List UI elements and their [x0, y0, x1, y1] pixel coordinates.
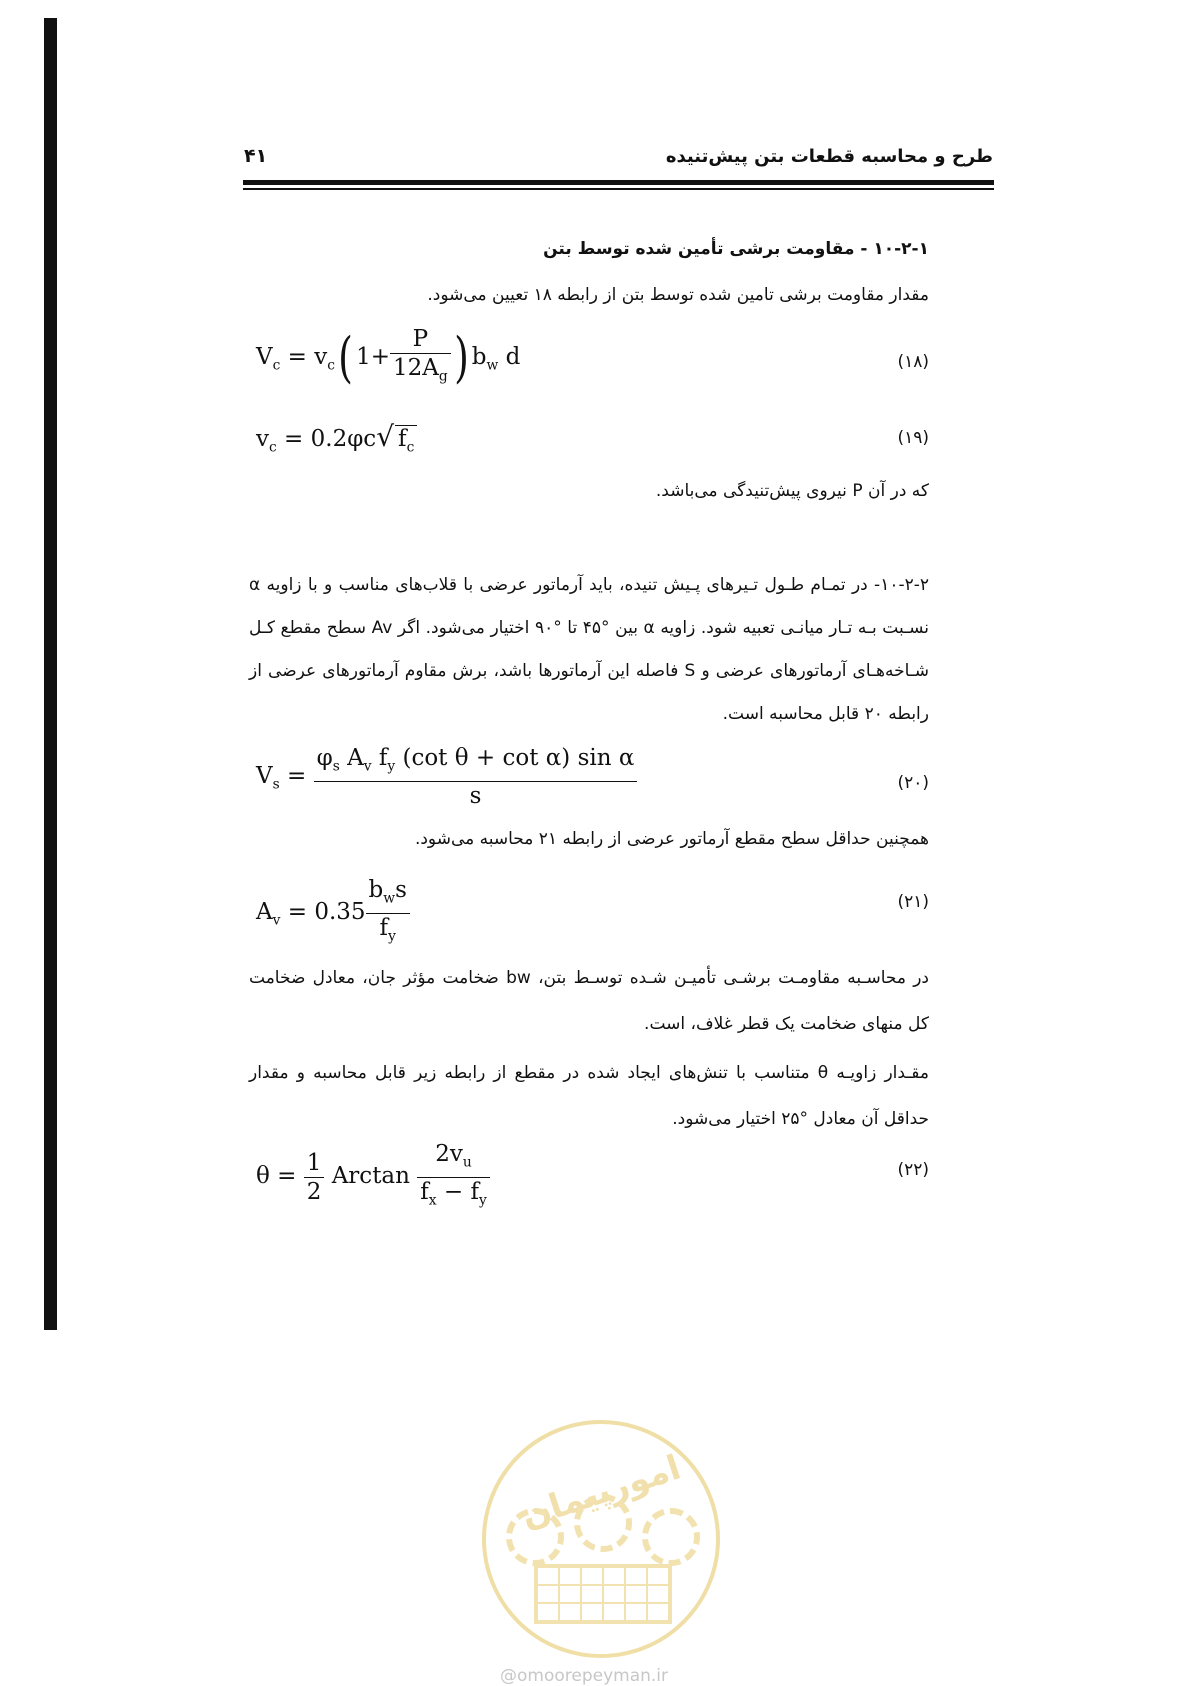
watermark-logo-text: امورپیمان — [516, 1447, 686, 1537]
theta-paragraph: مقـدار زاویـه θ متناسب با تنش‌های ایجاد شده در مقطع از رابطه زیر قابل محاسبه و مقدار حداقل آن معادل °۲۵ اختیار می‌شود. — [249, 1063, 930, 1129]
watermark-grid — [534, 1564, 672, 1624]
equation-21-number: (۲۱) — [897, 892, 929, 912]
equation-20-number: (۲۰) — [897, 773, 929, 793]
equation-21: $A_v = 0.35$ $\frac{b_ws}{f_y}$ — [256, 876, 410, 950]
equation-18: $V_c = v_c$( 1+ $\frac{P}{12A_g}$ ) $b_w$ d — [256, 326, 521, 390]
header-rule — [243, 180, 994, 185]
equation-19: $v_c = 0.2\varphi c√$ $f_c$ — [256, 420, 417, 456]
running-title: طرح و محاسبه قطعات بتن پیش‌تنیده — [665, 146, 993, 167]
gear-icon — [642, 1508, 700, 1566]
equation-22-number: (۲۲) — [897, 1160, 929, 1180]
after-eq20-paragraph: همچنین حداقل سطح مقطع آرماتور عرضی از رابطه ۲۱ محاسبه می‌شود. — [414, 829, 929, 849]
equation-20: $V_s$ = $\frac{\varphi_s A_v f_y (\cot \theta + \cot \alpha) \sin \alpha}{s}$ — [256, 744, 637, 810]
gear-icon — [506, 1508, 564, 1566]
prestress-note: که در آن P نیروی پیش‌تنیدگی می‌باشد. — [655, 481, 929, 501]
section-2-paragraph: ۱۰-۲-۲- در تمـام طـول تـیرهای پـیش تنیده، باید آرماتور عرضی با قلاب‌های مناسب و با زاویه α نسـبت بـه تـار میانـی تعبیه شود. زاویه α بین °۴۵ تا °۹۰ اختیار می‌شود. اگر Av سطح مقطع کـل شـاخه‌هـای آرماتورهای عرضی و S فاصله این آرماتورها باشد، برش مقاوم آرماتورهای عرضی از رابطه ۲۰ قابل محاسبه است. — [249, 575, 930, 724]
page-edge-bar — [44, 18, 57, 1330]
equation-18-number: (۱۸) — [897, 352, 929, 372]
page-number: ۴۱ — [244, 145, 268, 167]
watermark-logo — [482, 1420, 720, 1658]
equation-19-number: (۱۹) — [897, 428, 929, 448]
watermark-url: @omoorepeyman.ir — [500, 1666, 669, 1686]
intro-paragraph: مقدار مقاومت برشی تامین شده توسط بتن از رابطه ۱۸ تعیین می‌شود. — [427, 285, 929, 305]
gear-icon — [574, 1494, 632, 1552]
equation-22: θ = $\frac{1}{2}$ Arctan $\frac{2v_u}{f_x - f_y}$ — [256, 1140, 490, 1214]
header-rule-thin — [243, 188, 994, 190]
web-thickness-paragraph: در محاسـبه مقاومـت برشـی تأمیـن شـده توسـط بتن، bw ضخامت مؤثر جان، معادل ضخامت کل منهای ضخامت یک قطر غلاف، است. — [249, 968, 929, 1034]
section-heading: ۱۰-۲-۱ - مقاومت برشی تأمین شده توسط بتن — [543, 239, 929, 259]
